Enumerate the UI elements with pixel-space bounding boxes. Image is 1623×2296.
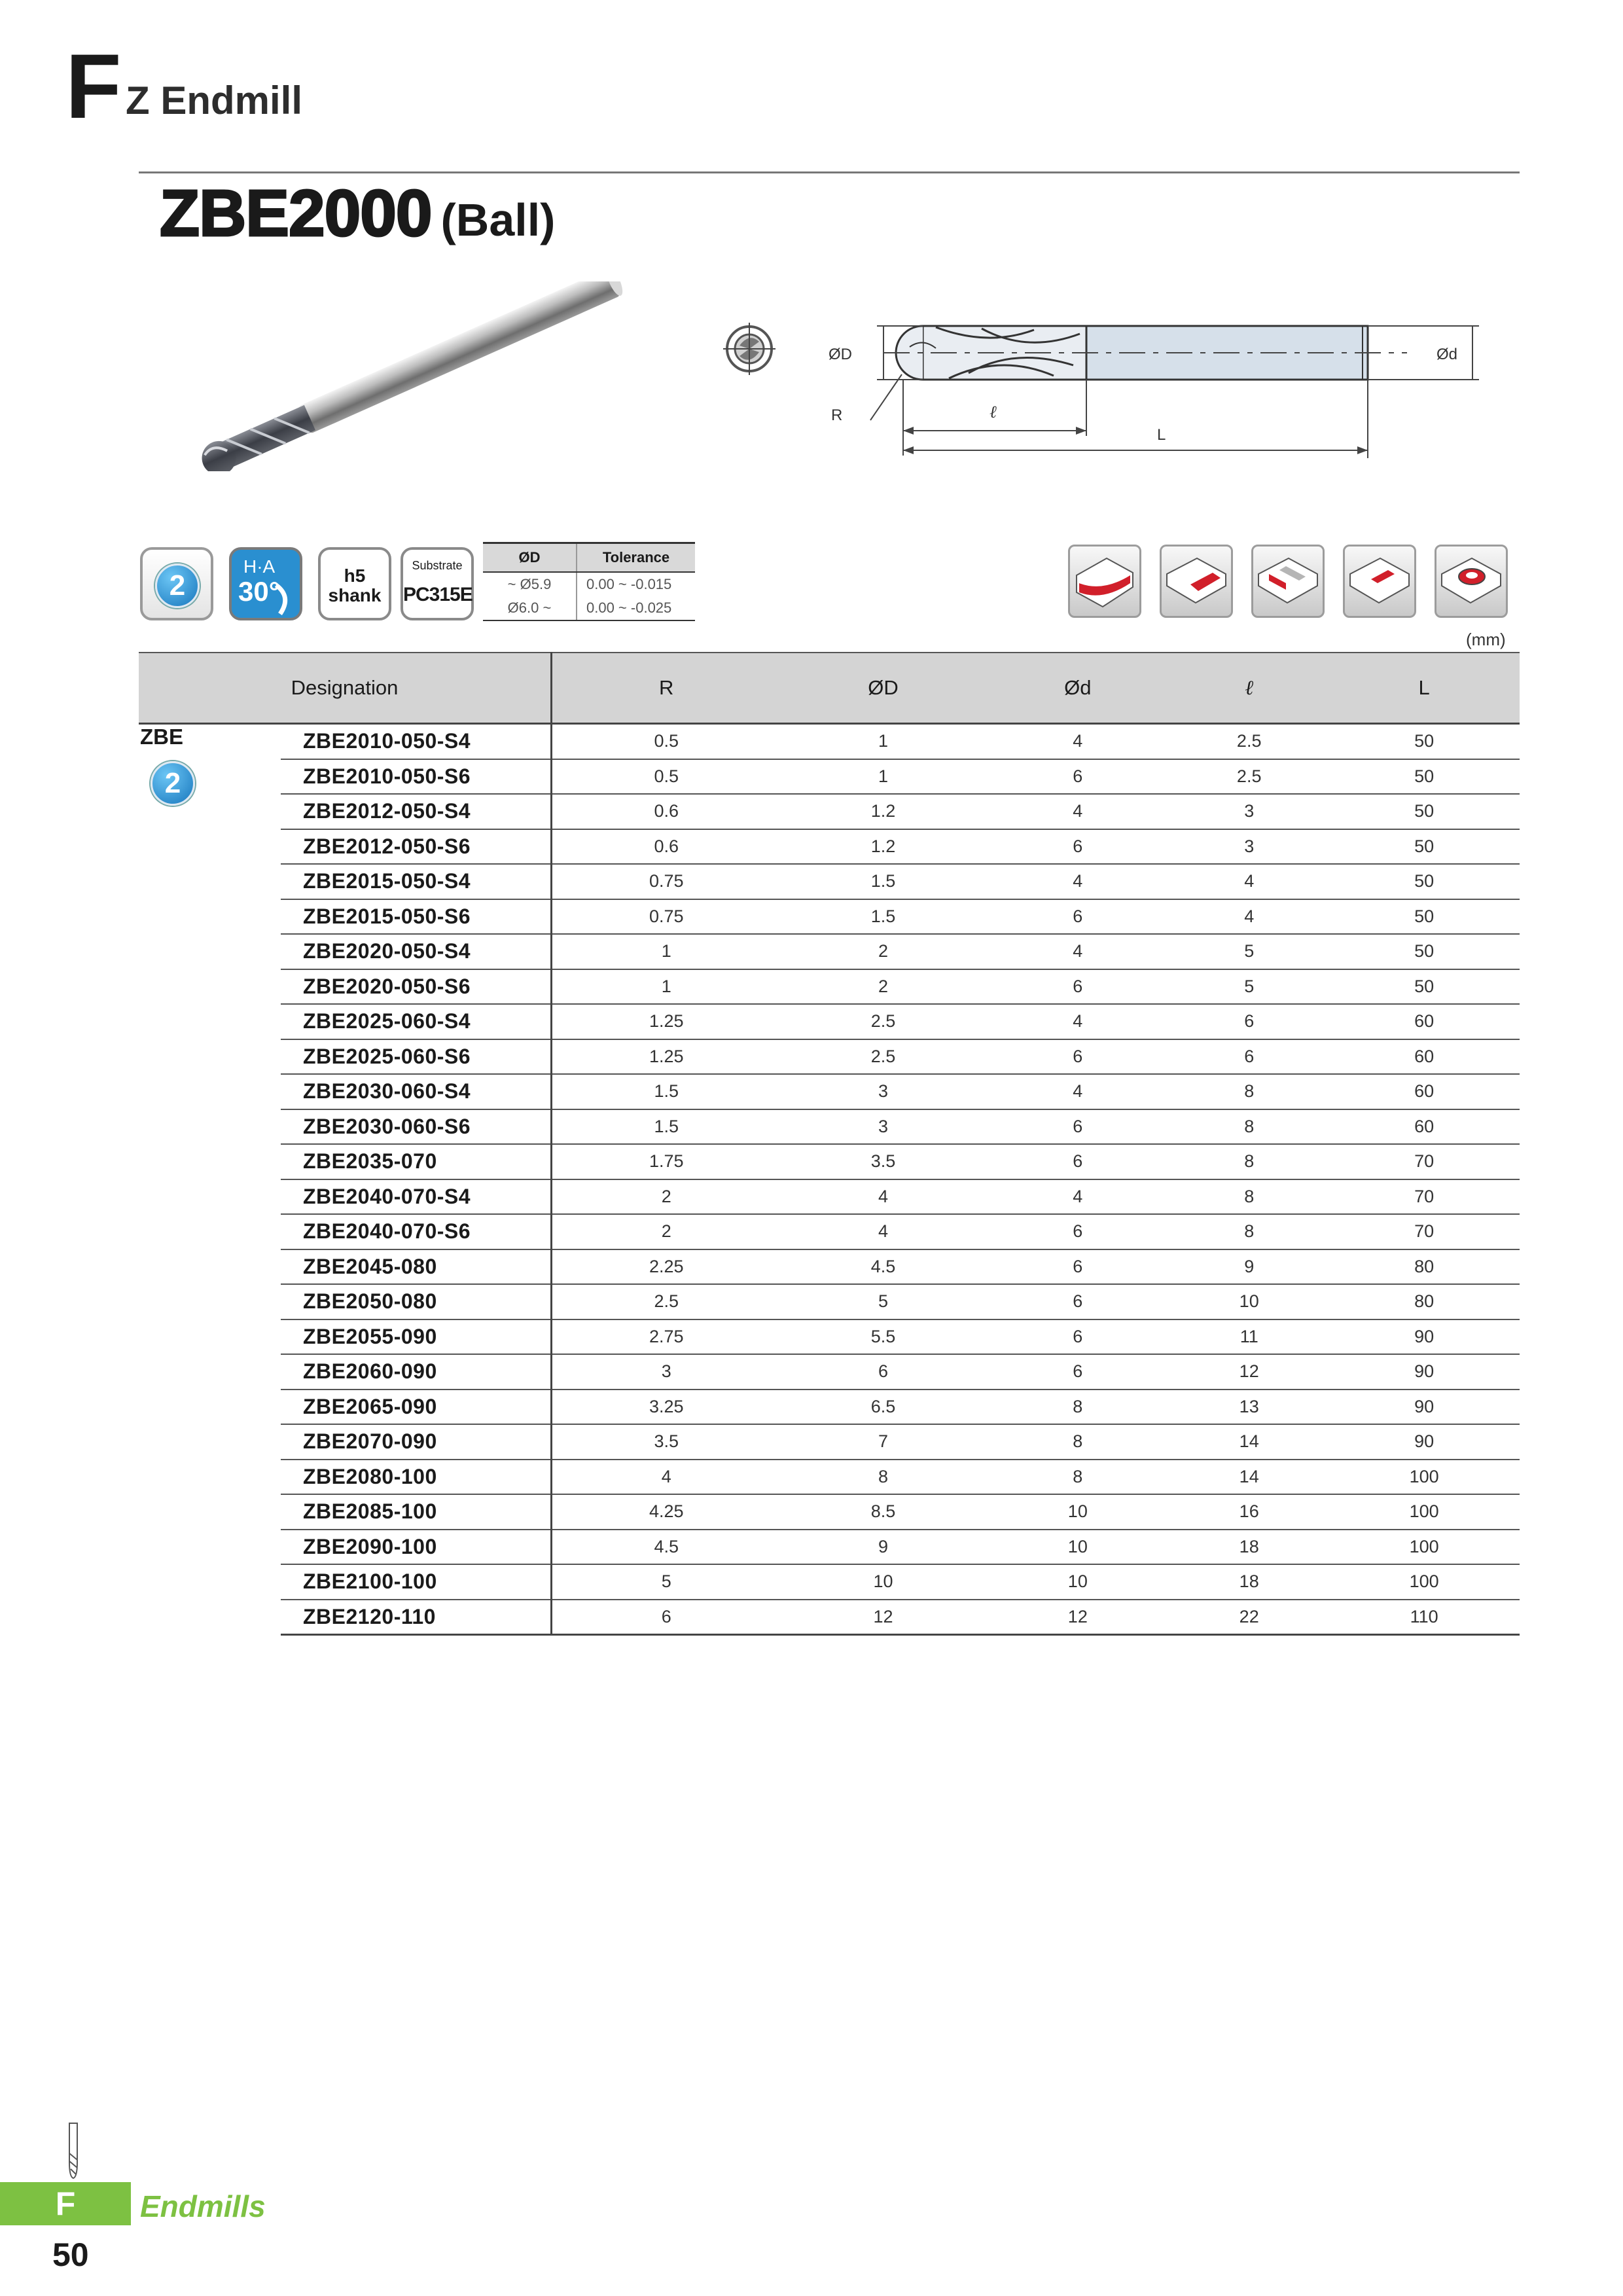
tolerance-diameter: ~ Ø5.9: [483, 572, 577, 596]
table-row: [139, 759, 1520, 795]
category-label: Endmills: [140, 2189, 266, 2223]
section-title: Z Endmill: [126, 79, 302, 122]
table-row: [139, 1004, 1520, 1039]
shank-diameter-cell: 6: [986, 759, 1169, 795]
shank-tolerance: h5: [344, 565, 366, 586]
diameter-cell: 9: [780, 1530, 986, 1565]
radius-cell: 2.25: [552, 1249, 781, 1285]
flute-length-cell: 6: [1169, 1004, 1329, 1039]
substrate-icon: [401, 547, 474, 620]
table-row: [139, 934, 1520, 969]
designation-cell: ZBE2085-100: [281, 1494, 552, 1530]
overall-length-cell: 50: [1329, 969, 1520, 1005]
flute-length-cell: 4: [1169, 864, 1329, 899]
overall-length-cell: 60: [1329, 1074, 1520, 1109]
table-row: [139, 829, 1520, 865]
flute-length-cell: 16: [1169, 1494, 1329, 1530]
product-name: ZBE2000: [160, 177, 432, 250]
flute-length-cell: 2.5: [1169, 759, 1329, 795]
endmill-photo: [144, 281, 661, 471]
overall-length-cell: 70: [1329, 1214, 1520, 1249]
flute-length-cell: 6: [1169, 1039, 1329, 1075]
radius-cell: 4.25: [552, 1494, 781, 1530]
tolerance-header: ØD: [483, 543, 577, 573]
table-row: [139, 1284, 1520, 1319]
diameter-cell: 1.2: [780, 794, 986, 829]
flute-length-cell: 13: [1169, 1390, 1329, 1425]
designation-cell: ZBE2015-050-S4: [281, 864, 552, 899]
radius-cell: 1: [552, 934, 781, 969]
shank-diameter-cell: 6: [986, 899, 1169, 935]
tolerance-row: [483, 572, 695, 596]
series-flute-badge: 2: [151, 761, 195, 806]
overall-length-cell: 90: [1329, 1390, 1520, 1425]
designation-cell: ZBE2120-110: [281, 1600, 552, 1635]
spec-table: [139, 652, 1520, 1636]
tolerance-row: [483, 596, 695, 620]
shank-diameter-cell: 6: [986, 1109, 1169, 1145]
profiling-icon: [1343, 545, 1416, 618]
overall-length-cell: 70: [1329, 1144, 1520, 1179]
overall-length-cell: 90: [1329, 1319, 1520, 1355]
shank-diameter-cell: 6: [986, 1284, 1169, 1319]
section-letter: F: [65, 35, 122, 137]
designation-cell: ZBE2090-100: [281, 1530, 552, 1565]
overall-length-cell: 70: [1329, 1179, 1520, 1215]
designation-cell: ZBE2030-060-S4: [281, 1074, 552, 1109]
section-tab: F: [0, 2182, 131, 2225]
shank-diameter-cell: 10: [986, 1564, 1169, 1600]
radius-cell: 1.5: [552, 1109, 781, 1145]
series-name: ZBE: [140, 725, 183, 749]
dim-R-label: R: [831, 406, 843, 424]
shank-diameter-cell: 4: [986, 864, 1169, 899]
diameter-cell: 1: [780, 724, 986, 759]
diameter-cell: 1.5: [780, 899, 986, 935]
dim-D-label: ØD: [829, 346, 852, 363]
designation-cell: ZBE2040-070-S6: [281, 1214, 552, 1249]
designation-cell: ZBE2070-090: [281, 1424, 552, 1460]
table-row: [139, 1039, 1520, 1075]
designation-cell: ZBE2025-060-S6: [281, 1039, 552, 1075]
dim-L-label: L: [1157, 426, 1166, 444]
radius-cell: 1.25: [552, 1004, 781, 1039]
radius-cell: 4.5: [552, 1530, 781, 1565]
radius-cell: 1.25: [552, 1039, 781, 1075]
shank-diameter-cell: 10: [986, 1494, 1169, 1530]
radius-cell: 2: [552, 1179, 781, 1215]
diameter-cell: 2: [780, 969, 986, 1005]
tolerance-value: 0.00 ~ -0.015: [586, 576, 672, 592]
designation-cell: ZBE2015-050-S6: [281, 899, 552, 935]
flute-length-cell: 3: [1169, 794, 1329, 829]
overall-length-cell: 50: [1329, 829, 1520, 865]
pocketing-icon: [1251, 545, 1325, 618]
table-row: [139, 1390, 1520, 1425]
designation-cell: ZBE2100-100: [281, 1564, 552, 1600]
radius-cell: 2.75: [552, 1319, 781, 1355]
table-row: [139, 1600, 1520, 1635]
designation-cell: ZBE2080-100: [281, 1460, 552, 1495]
flute-length-cell: 11: [1169, 1319, 1329, 1355]
diameter-cell: 4: [780, 1214, 986, 1249]
helix-value: 30°: [238, 576, 280, 607]
tolerance-header-row: [483, 543, 695, 573]
diameter-cell: 3: [780, 1074, 986, 1109]
tolerance-value: 0.00 ~ -0.025: [577, 596, 695, 620]
flute-length-cell: 8: [1169, 1074, 1329, 1109]
dim-d-label: Ød: [1436, 346, 1458, 363]
product-title: [160, 177, 556, 250]
contouring-icon: [1435, 545, 1508, 618]
flute-length-cell: 5: [1169, 969, 1329, 1005]
designation-cell: ZBE2020-050-S4: [281, 934, 552, 969]
diameter-cell: 5.5: [780, 1319, 986, 1355]
slotting-icon: [1160, 545, 1233, 618]
table-row: [139, 1460, 1520, 1495]
flute-count-icon: [140, 547, 213, 620]
endmill-tab-icon: [60, 2121, 86, 2181]
flute-length-cell: 4: [1169, 899, 1329, 935]
header-R: R: [552, 653, 781, 724]
overall-length-cell: 60: [1329, 1109, 1520, 1145]
table-row: [139, 969, 1520, 1005]
overall-length-cell: 50: [1329, 759, 1520, 795]
overall-length-cell: 80: [1329, 1249, 1520, 1285]
table-row: [139, 1214, 1520, 1249]
shank-diameter-cell: 4: [986, 794, 1169, 829]
spec-body: [139, 724, 1520, 1635]
flute-length-cell: 22: [1169, 1600, 1329, 1635]
designation-cell: ZBE2012-050-S4: [281, 794, 552, 829]
radius-cell: 2: [552, 1214, 781, 1249]
header-L: L: [1329, 653, 1520, 724]
radius-cell: 0.5: [552, 759, 781, 795]
dimension-drawing: [818, 301, 1505, 471]
designation-cell: ZBE2060-090: [281, 1354, 552, 1390]
designation-cell: ZBE2055-090: [281, 1319, 552, 1355]
designation-cell: ZBE2020-050-S6: [281, 969, 552, 1005]
spec-header-row: [139, 653, 1520, 724]
shank-diameter-cell: 6: [986, 969, 1169, 1005]
substrate-grade: PC315E: [403, 584, 473, 605]
radius-cell: 0.75: [552, 864, 781, 899]
overall-length-cell: 60: [1329, 1039, 1520, 1075]
flute-length-cell: 9: [1169, 1249, 1329, 1285]
shank-diameter-cell: 8: [986, 1424, 1169, 1460]
page-number: 50: [52, 2236, 89, 2273]
table-row: [139, 1319, 1520, 1355]
diameter-cell: 8.5: [780, 1494, 986, 1530]
series-cell: [139, 724, 281, 1635]
table-row: [139, 794, 1520, 829]
overall-length-cell: 50: [1329, 724, 1520, 759]
diameter-cell: 8: [780, 1460, 986, 1495]
overall-length-cell: 50: [1329, 794, 1520, 829]
designation-cell: ZBE2012-050-S6: [281, 829, 552, 865]
flute-length-cell: 2.5: [1169, 724, 1329, 759]
table-row: [139, 724, 1520, 759]
shank-diameter-cell: 4: [986, 724, 1169, 759]
designation-cell: ZBE2025-060-S4: [281, 1004, 552, 1039]
designation-cell: ZBE2010-050-S6: [281, 759, 552, 795]
radius-cell: 1.5: [552, 1074, 781, 1109]
diameter-cell: 3: [780, 1109, 986, 1145]
shank-diameter-cell: 6: [986, 1354, 1169, 1390]
table-row: [139, 1494, 1520, 1530]
flute-count: 2: [155, 564, 200, 608]
ramping-icon: [1068, 545, 1141, 618]
designation-cell: ZBE2050-080: [281, 1284, 552, 1319]
flute-length-cell: 12: [1169, 1354, 1329, 1390]
shank-tolerance-icon: [318, 547, 391, 620]
radius-cell: 6: [552, 1600, 781, 1635]
overall-length-cell: 50: [1329, 934, 1520, 969]
overall-length-cell: 100: [1329, 1494, 1520, 1530]
header-d: Ød: [986, 653, 1169, 724]
shank-diameter-cell: 6: [986, 1039, 1169, 1075]
flute-length-cell: 8: [1169, 1214, 1329, 1249]
shank-diameter-cell: 8: [986, 1460, 1169, 1495]
overall-length-cell: 100: [1329, 1564, 1520, 1600]
tolerance-header: Tolerance: [577, 543, 695, 573]
designation-cell: ZBE2010-050-S4: [281, 724, 552, 759]
diameter-cell: 6: [780, 1354, 986, 1390]
diameter-cell: 4.5: [780, 1249, 986, 1285]
tolerance-table: [483, 542, 695, 621]
shank-diameter-cell: 4: [986, 934, 1169, 969]
table-row: [139, 864, 1520, 899]
diameter-cell: 2.5: [780, 1004, 986, 1039]
flute-length-cell: 18: [1169, 1564, 1329, 1600]
shank-diameter-cell: 4: [986, 1074, 1169, 1109]
flute-length-cell: 10: [1169, 1284, 1329, 1319]
shank-diameter-cell: 10: [986, 1530, 1169, 1565]
helix-angle-icon: [229, 547, 302, 620]
overall-length-cell: 90: [1329, 1424, 1520, 1460]
radius-cell: 3.5: [552, 1424, 781, 1460]
table-row: [139, 1109, 1520, 1145]
shank-diameter-cell: 6: [986, 1214, 1169, 1249]
designation-cell: ZBE2030-060-S6: [281, 1109, 552, 1145]
diameter-cell: 10: [780, 1564, 986, 1600]
table-row: [139, 1354, 1520, 1390]
overall-length-cell: 100: [1329, 1530, 1520, 1565]
radius-cell: 4: [552, 1460, 781, 1495]
diameter-cell: 3.5: [780, 1144, 986, 1179]
flute-length-cell: 14: [1169, 1424, 1329, 1460]
overall-length-cell: 110: [1329, 1600, 1520, 1635]
table-row: [139, 899, 1520, 935]
table-row: [139, 1179, 1520, 1215]
unit-label: (mm): [1466, 630, 1506, 649]
diameter-cell: 6.5: [780, 1390, 986, 1425]
dim-l-label: ℓ: [990, 403, 997, 422]
diameter-cell: 2.5: [780, 1039, 986, 1075]
overall-length-cell: 60: [1329, 1004, 1520, 1039]
radius-cell: 0.5: [552, 724, 781, 759]
radius-cell: 1.75: [552, 1144, 781, 1179]
shank-diameter-cell: 6: [986, 1249, 1169, 1285]
shank-diameter-cell: 6: [986, 1319, 1169, 1355]
end-view-icon: [720, 319, 779, 378]
flute-length-cell: 3: [1169, 829, 1329, 865]
radius-cell: 3: [552, 1354, 781, 1390]
shank-diameter-cell: 6: [986, 829, 1169, 865]
flute-length-cell: 8: [1169, 1144, 1329, 1179]
header-l: ℓ: [1169, 653, 1329, 724]
flute-length-cell: 8: [1169, 1109, 1329, 1145]
radius-cell: 2.5: [552, 1284, 781, 1319]
product-variant: (Ball): [440, 194, 556, 245]
table-row: [139, 1249, 1520, 1285]
designation-cell: ZBE2045-080: [281, 1249, 552, 1285]
radius-cell: 5: [552, 1564, 781, 1600]
radius-cell: 3.25: [552, 1390, 781, 1425]
diameter-cell: 2: [780, 934, 986, 969]
helix-curve-icon: [272, 583, 300, 617]
table-row: [139, 1564, 1520, 1600]
radius-cell: 0.75: [552, 899, 781, 935]
header-divider: [139, 171, 1520, 173]
shank-diameter-cell: 8: [986, 1390, 1169, 1425]
table-row: [139, 1144, 1520, 1179]
radius-cell: 1: [552, 969, 781, 1005]
diameter-cell: 4: [780, 1179, 986, 1215]
header-D: ØD: [780, 653, 986, 724]
flute-length-cell: 8: [1169, 1179, 1329, 1215]
flute-length-cell: 14: [1169, 1460, 1329, 1495]
diameter-cell: 5: [780, 1284, 986, 1319]
overall-length-cell: 90: [1329, 1354, 1520, 1390]
diameter-cell: 1: [780, 759, 986, 795]
overall-length-cell: 50: [1329, 864, 1520, 899]
diameter-cell: 1.5: [780, 864, 986, 899]
substrate-label: Substrate: [412, 559, 463, 572]
table-row: [139, 1424, 1520, 1460]
shank-diameter-cell: 4: [986, 1179, 1169, 1215]
diameter-cell: 1.2: [780, 829, 986, 865]
designation-cell: ZBE2040-070-S4: [281, 1179, 552, 1215]
shank-diameter-cell: 6: [986, 1144, 1169, 1179]
helix-label: H·A: [243, 556, 276, 577]
shank-diameter-cell: 12: [986, 1600, 1169, 1635]
diameter-cell: 12: [780, 1600, 986, 1635]
diameter-cell: 7: [780, 1424, 986, 1460]
flute-length-cell: 5: [1169, 934, 1329, 969]
flute-length-cell: 18: [1169, 1530, 1329, 1565]
header-designation: Designation: [139, 653, 552, 724]
shank-diameter-cell: 4: [986, 1004, 1169, 1039]
shank-label: shank: [328, 585, 382, 605]
radius-cell: 0.6: [552, 794, 781, 829]
overall-length-cell: 100: [1329, 1460, 1520, 1495]
table-row: [139, 1074, 1520, 1109]
tolerance-diameter: Ø6.0 ~: [483, 596, 577, 620]
designation-cell: ZBE2065-090: [281, 1390, 552, 1425]
overall-length-cell: 50: [1329, 899, 1520, 935]
designation-cell: ZBE2035-070: [281, 1144, 552, 1179]
overall-length-cell: 80: [1329, 1284, 1520, 1319]
radius-cell: 0.6: [552, 829, 781, 865]
table-row: [139, 1530, 1520, 1565]
